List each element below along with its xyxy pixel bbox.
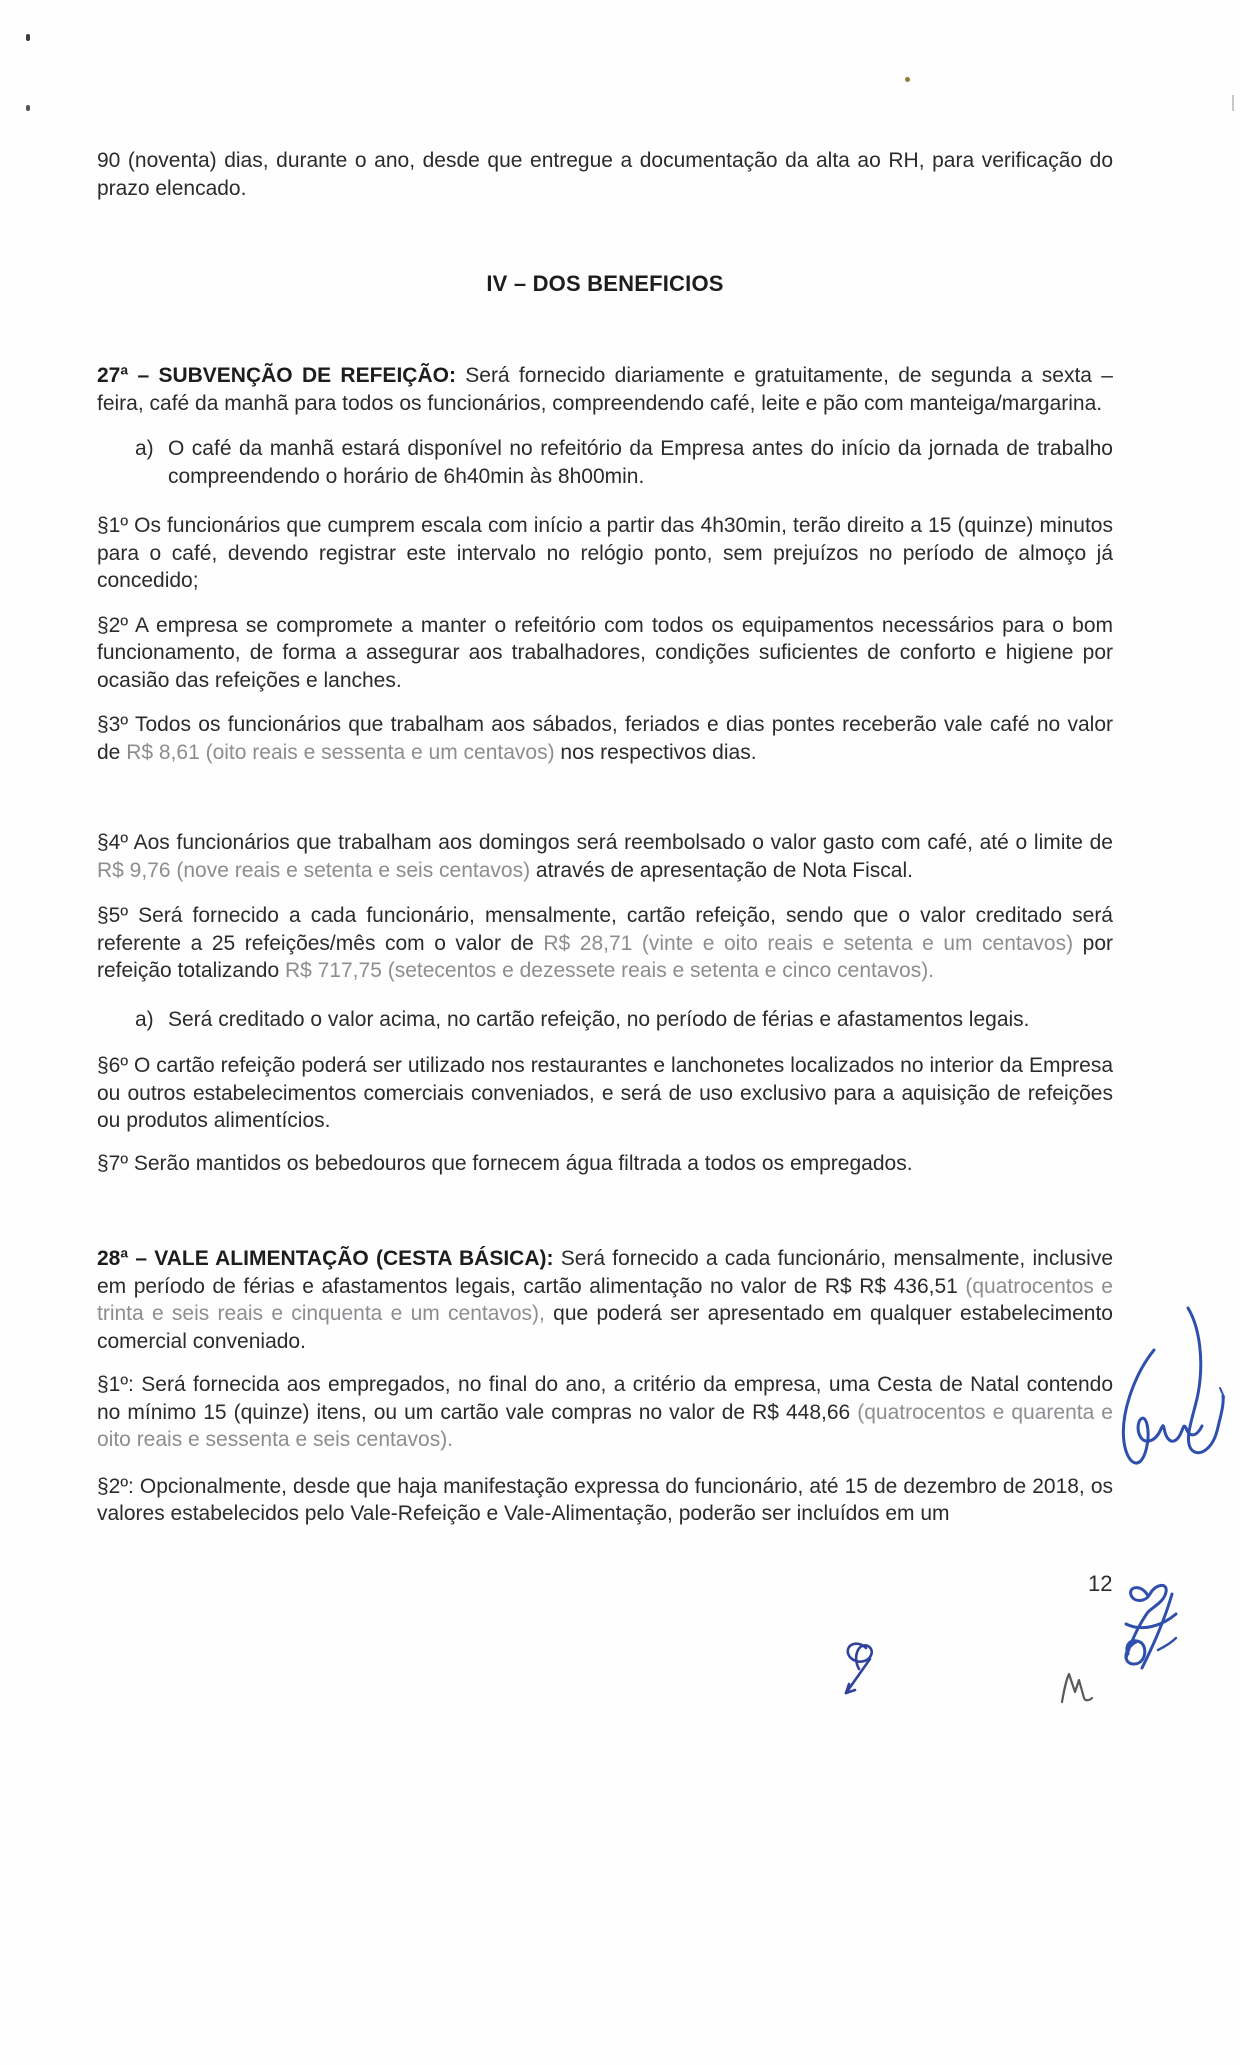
par3-amount: R$ 8,61 (oito reais e sessenta e um centavos) — [126, 740, 555, 764]
item-a-marker: a) — [135, 437, 154, 460]
clause27-par6: §6º O cartão refeição poderá ser utilizado nos restaurantes e lanchonetes localizados no interior da Empresa ou outros estabelecimentos comerciais conveniados, e será de uso exclusivo para a aquisição de refeições ou produtos alimentícios. — [97, 1054, 1113, 1132]
clause28-par1 — [97, 1371, 1113, 1454]
par4-text-after: através de apresentação de Nota Fiscal. — [530, 858, 913, 882]
clause28-title: 28ª – VALE ALIMENTAÇÃO (CESTA BÁSICA): — [97, 1247, 554, 1270]
par3-text-after: nos respectivos dias. — [554, 740, 757, 764]
clause27-par7: §7º Serão mantidos os bebedouros que fornecem água filtrada a todos os empregados. — [97, 1151, 913, 1175]
clause27-par2: §2º A empresa se compromete a manter o refeitório com todos os equipamentos necessários para o bom funcionamento, de forma a assegurar aos trabalhadores, condições suficientes de conforto e higiene por ocasião das refeições e lanches. — [97, 613, 1113, 692]
initial-signature-icon — [838, 1638, 884, 1702]
clause28-body-before: Será fornecido a cada funcionário, mensalmente, inclusive em período de férias e afastamentos legais, cartão alimentação no valor de R$ R$ 436,51 — [97, 1247, 1114, 1298]
clause28-par2: §2º: Opcionalmente, desde que haja manifestação expressa do funcionário, até 15 de dezembro de 2018, os valores estabelecidos pelo Vale-Refeição e Vale-Alimentação, poderão ser incluídos em um — [97, 1474, 1113, 1525]
item-a-text: O café da manhã estará disponível no refeitório da Empresa antes do início da jornada de trabalho compreendendo o horário de 6h40min às 8h00min. — [168, 437, 1113, 488]
page-number: 12 — [1088, 1571, 1113, 1596]
section-heading: IV – DOS BENEFICIOS — [486, 271, 724, 296]
clause27-item-a2 — [97, 1006, 1113, 1034]
item-a2-text: Será creditado o valor acima, no cartão refeição, no período de férias e afastamentos legais. — [168, 1007, 1030, 1031]
clause28-body-after: que poderá ser apresentado em qualquer estabelecimento comercial conveniado. — [97, 1302, 1113, 1353]
par4-text-before: §4º Aos funcionários que trabalham aos domingos será reembolsado o valor gasto com café, até o limite de — [97, 831, 1113, 854]
clause27-par5 — [97, 902, 1113, 985]
par4-amount: R$ 9,76 (nove reais e setenta e seis centavos) — [97, 858, 531, 882]
clause27-par1: §1º Os funcionários que cumprem escala com início a partir das 4h30min, terão direito a 15 (quinze) minutos para o café, devendo registrar este intervalo no relógio ponto, sem prejuízos no período de almoço já concedido; — [97, 514, 1113, 592]
clause27-lead-text: Será fornecido diariamente e gratuitamente, de segunda a sexta – feira, café da manhã para todos os funcionários, compreendendo café, leite e pão com manteiga/margarina. — [97, 364, 1113, 415]
flourish-signature-icon — [1114, 1580, 1188, 1674]
clause27-item-a — [97, 435, 1113, 490]
par3-text-before: §3º Todos os funcionários que trabalham aos sábados, feriados e dias pontes receberão vale café no valor de — [97, 713, 1113, 764]
clause28-amount: (quatrocentos e trinta e seis reais e cinquenta e um centavos), — [97, 1274, 1113, 1325]
scan-speck — [26, 105, 30, 111]
item-a2-marker: a) — [135, 1007, 154, 1031]
scan-speck — [26, 34, 30, 41]
clause28-par1-amount: (quatrocentos e quarenta e oito reais e sessenta e seis centavos). — [97, 1400, 1113, 1451]
par5-amount1: R$ 28,71 (vinte e oito reais e setenta e um centavos) — [543, 931, 1074, 955]
clause27-title: 27ª – SUBVENÇÃO DE REFEIÇÃO: — [97, 364, 456, 387]
clause27-par3 — [97, 711, 1113, 766]
clause27-lead-paragraph — [97, 362, 1113, 417]
clause28-par1-before: §1º: Será fornecida aos empregados, no final do ano, a critério da empresa, uma Cesta de Natal contendo no mínimo 15 (quinze) itens, ou um cartão vale compras no valor de R$ 448,66 — [97, 1373, 1113, 1424]
scan-speck — [905, 77, 910, 82]
margin-signature-icon — [1112, 1300, 1227, 1478]
par5-amount2: R$ 717,75 (setecentos e dezessete reais e setenta e cinco centavos). — [284, 959, 935, 982]
clause27-par4 — [97, 829, 1113, 884]
clause28-lead-paragraph — [97, 1245, 1113, 1355]
par5-text-before: §5º Será fornecido a cada funcionário, mensalmente, cartão refeição, sendo que o valor creditado será referente a 25 refeições/mês com o valor de — [97, 904, 1113, 955]
m-mark-icon — [1058, 1670, 1094, 1704]
scan-speck — [1232, 95, 1234, 111]
par5-text-middle: por refeição totalizando — [97, 931, 1114, 982]
document-body — [97, 147, 1113, 1528]
intro-paragraph: 90 (noventa) dias, durante o ano, desde que entregue a documentação da alta ao RH, para verificação do prazo elencado. — [97, 149, 1113, 200]
